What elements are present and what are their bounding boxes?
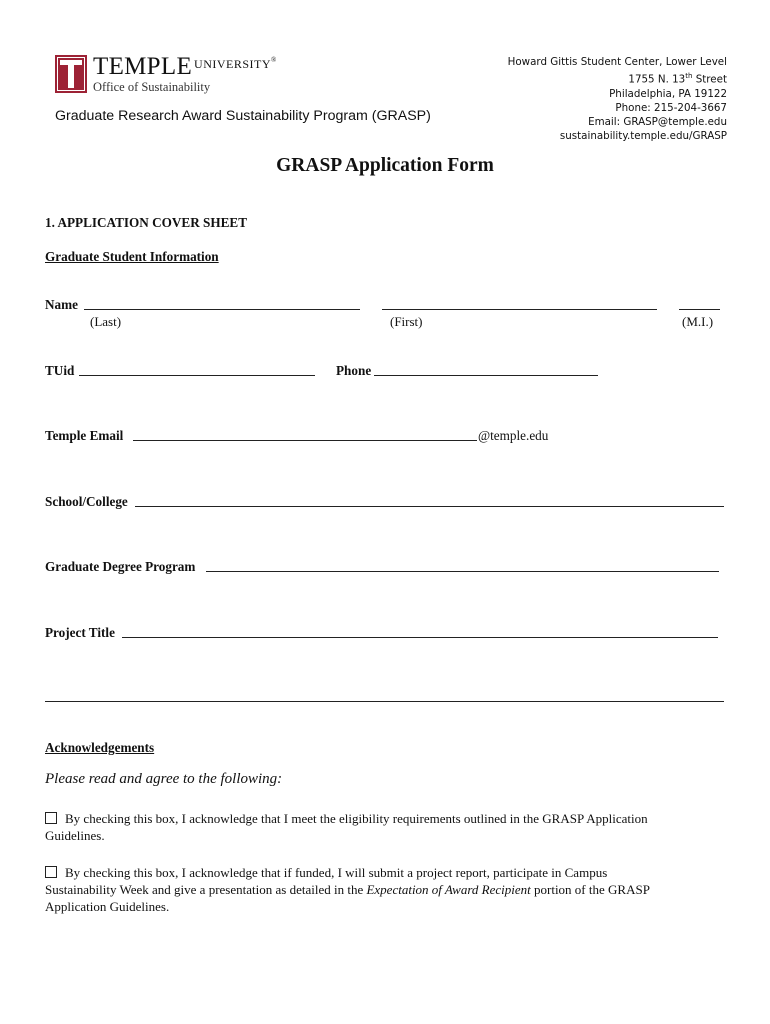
logo-name: TEMPLE $^{UNIVERSITY®}$: [93, 53, 277, 80]
middle-initial-field[interactable]: [679, 298, 720, 310]
first-name-field[interactable]: [382, 298, 657, 310]
program-name: Graduate Research Award Sustainability Program (GRASP): [55, 108, 431, 124]
section-subheading: Graduate Student Information: [45, 249, 219, 264]
email-label: Temple Email: [45, 428, 124, 443]
temple-t-icon: [55, 55, 87, 93]
email-domain: @temple.edu: [478, 428, 549, 443]
logo-subtitle: Office of Sustainability: [93, 80, 211, 94]
degree-label: Graduate Degree Program: [45, 559, 196, 574]
acknowledgement-item-1: By checking this box, I acknowledge that I meet the eligibility requirements outlined in the GRASP Application Guidelines.: [45, 811, 648, 843]
section-heading: 1. APPLICATION COVER SHEET: [45, 215, 247, 230]
degree-field[interactable]: [206, 560, 719, 572]
phone-field[interactable]: [374, 364, 598, 376]
school-field[interactable]: [135, 495, 724, 507]
project-title-field[interactable]: [122, 626, 718, 638]
page-title: GRASP Application Form: [276, 155, 494, 176]
phone-label: Phone: [336, 363, 372, 378]
project-title-label: Project Title: [45, 625, 115, 640]
contact-address: Howard Gittis Student Center, Lower Level 1755 N. 13th Street Philadelphia, PA 19122 Phone: 215-204-3667 Email: GRASP@temple.edu sustainability.temple.edu/GRASP: [507, 56, 727, 143]
school-label: School/College: [45, 494, 128, 509]
mi-caption: (M.I.): [682, 314, 714, 329]
tuid-field[interactable]: [79, 364, 315, 376]
last-name-field[interactable]: [84, 298, 360, 310]
name-label: Name: [45, 297, 78, 312]
email-field[interactable]: [133, 429, 477, 441]
eligibility-checkbox[interactable]: [45, 812, 57, 824]
logo-university: UNIVERSITY: [194, 57, 272, 71]
first-caption: (First): [390, 314, 423, 329]
acknowledgements-heading: Acknowledgements: [45, 740, 155, 755]
project-title-field-line2[interactable]: [45, 690, 724, 702]
acknowledgement-item-2: By checking this box, I acknowledge that if funded, I will submit a project report, participate in Campus Sustainability Week and give a presentation as detailed in the Expectation of Award Recipient portion of the GRASP Application Guidelines.: [45, 865, 650, 914]
report-commitment-checkbox[interactable]: [45, 866, 57, 878]
temple-logo: [55, 55, 315, 97]
acknowledgements-intro: Please read and agree to the following:: [45, 771, 283, 787]
tuid-label: TUid: [45, 363, 75, 378]
last-caption: (Last): [90, 314, 122, 329]
